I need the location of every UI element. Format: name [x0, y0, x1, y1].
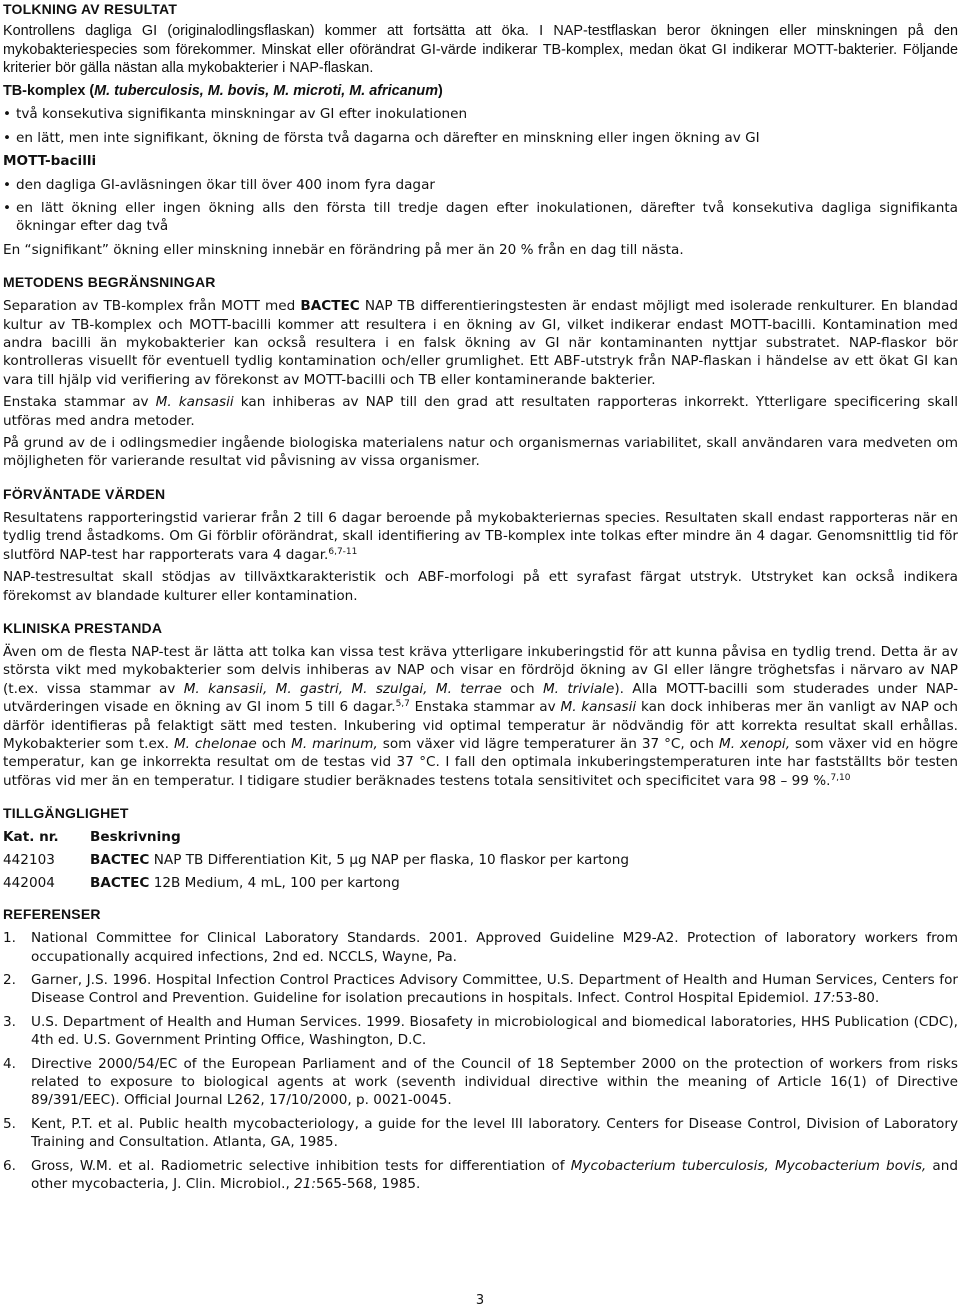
mott-label: MOTT-bacilli [3, 153, 97, 170]
reference-item: 5. Kent, P.T. et al. Public health mycobacteriology, a guide for the level III laboratory. Centers for Disease Control, Division of Laboratory Training and Consultation. Atlanta, GA, 1985. [3, 1115, 958, 1151]
section-tillganglighet [3, 804, 958, 897]
list-item: • den dagliga GI-avläsningen ökar till över 400 inom fyra dagar [3, 176, 958, 194]
significance-note: En “signifikant” ökning eller minskning innebär en förändring på mer än 20 % från en dag till nästa. [3, 241, 684, 258]
paragraph: Även om de flesta NAP-test är lätta att tolka kan vissa test kräva ytterligare inkuberingstid för att kunna påvisa en tydlig trend. Detta är av största vikt med mykobakterier som delvis inhiberas av NAP och visar en fördröjd ökning av GI eller längre tröghetsfas i närvaro av NAP (t.ex. vissa stammar av M. kansasii, M. gastri, M. szulgai, M. terrae och M. triviale). Alla MOTT-bacilli som studerades under NAP-utvärderingen visade en ökning av GI inom 5 till 6 dagar.$^{5,7}$ Enstaka stammar av M. kansasii kan dock inhiberas mer än vanligt av NAP och därför identifieras på felaktigt sätt med testen. Inkubering vid optimal temperatur är nödvändig för att korrekta resultat skall erhållas. Mykobakterier som t.ex. M. chelonae och M. marinum, som växer vid lägre temperaturer än 37 °C, och M. xenopi, som växer vid en högre temperatur, kan ge inkorrekta resultat om de testas vid 37 °C. I fall den optimala inkuberingstemperaturen inte har fastställts bör testen utföras vid mer än en temperatur. I tidigare studier beräknades testens totala sensitivitet och specificitet vara 98 – 99 %.$^{7,10}$ [3, 643, 958, 789]
section-tolkning [3, 0, 958, 259]
table-header-row [3, 828, 629, 851]
section-heading: TILLGÄNGLIGHET [3, 805, 129, 822]
tb-complex-label: TB-komplex (M. tuberculosis, M. bovis, M. microti, M. africanum) [3, 82, 443, 99]
reference-list [3, 929, 958, 1193]
cat-number: 442004 [3, 875, 55, 892]
paragraph: NAP-testresultat skall stödjas av tillväxtkarakteristik och ABF-morfologi på ett syrafast färgat utstryk. Utstryket kan också indikera förekomst av blandade kulturer eller kontamination. [3, 569, 958, 604]
reference-item: 6. Gross, W.M. et al. Radiometric selective inhibition tests for differentiation of Mycobacterium tuberculosis, Mycobacterium bovis, and other mycobacteria, J. Clin. Microbiol., 21:565-568, 1985. [3, 1157, 958, 1193]
paragraph: Enstaka stammar av M. kansasii kan inhiberas av NAP till den grad att resultaten rapporteras inkorrekt. Ytterligare specificering skall utföras med andra metoder. [3, 394, 958, 429]
table-row [3, 874, 629, 897]
section-heading: KLINISKA PRESTANDA [3, 619, 163, 636]
section-kliniska [3, 619, 958, 790]
reference-item: 2. Garner, J.S. 1996. Hospital Infection Control Practices Advisory Committee, U.S. Department of Health and Human Services, Centers for Disease Control and Prevention. Guideline for isolation precautions in hospitals. Infect. Control Hospital Epidemiol. 17:53-80. [3, 971, 958, 1007]
description: BACTEC 12B Medium, 4 mL, 100 per kartong [90, 875, 400, 892]
cat-number: 442103 [3, 852, 55, 869]
paragraph: Resultatens rapporteringstid varierar från 2 till 6 dagar beroende på mykobakteriernas species. Resultaten skall endast rapporteras när en tydlig trend åstadkoms. Om Gi förblir oförändrat, skall identifiering av TB-komplex inte tolkas efter mindre än 4 dagar. Genomsnittlig tid för slutförd NAP-test har rapporterats vara 4 dagar.$^{6,7-11}$ [3, 509, 958, 563]
paragraph: Kontrollens dagliga GI (originalodlingsflaskan) kommer att fortsätta att öka. I NAP-testflaskan beror ökningen eller minskningen på den mykobakteriespecies som förekommer. Minskat eller oförändrat GI-värde indikerar TB-komplex, medan ökat GI indikerar MOTT-bakterier. Följande kriterier bör gälla nästan alla mykobakterier i NAP-flaskan. [3, 23, 958, 77]
section-heading: FÖRVÄNTADE VÄRDEN [3, 485, 166, 502]
paragraph: Separation av TB-komplex från MOTT med BACTEC NAP TB differentieringstesten är endast möjligt med isolerade renkulturer. En blandad kultur av TB-komplex och MOTT-bacilli kommer att resultera i en ökning av GI, vilket indikerar endast MOTT-bacilli. Kontamination med andra bacilli än mykobakterier kan också resultera i en falsk ökning av GI när kontaminanten nyttjar substratet. NAP-flaskor bör kontrolleras visuellt för eventuell tydlig kontamination och/eller grumlighet. Ett ABF-utstryk från NAP-flaskan i händelse av ett ökat GI kan vara till hjälp vid verifiering av förekonst av MOTT-bacilli och TB eller kontaminerande bakterier. [3, 298, 958, 388]
page-number: 3 [475, 1293, 485, 1308]
section-heading: METODENS BEGRÄNSNINGAR [3, 274, 216, 291]
section-heading: TOLKNING AV RESULTAT [3, 1, 178, 17]
column-header-desc: Beskrivning [90, 829, 181, 846]
paragraph: På grund av de i odlingsmedier ingående biologiska materialens natur och organismernas variabilitet, skall användaren vara medveten om möjligheten för varierande resultat vid påvisning av vissa organismer. [3, 435, 958, 470]
reference-item: 4. Directive 2000/54/EC of the European Parliament and of the Council of 18 September 2000 on the protection of workers from risks related to exposure to biological agents at work (seventh individual directive within the meaning of Article 16(1) of Directive 89/391/EEC). Official Journal L262, 17/10/2000, p. 0021-0045. [3, 1055, 958, 1109]
section-forvantade [3, 485, 958, 605]
table-row [3, 851, 629, 874]
reference-item: 1. National Committee for Clinical Laboratory Standards. 2001. Approved Guideline M29-A2. Protection of laboratory workers from occupationally acquired infections, 2nd ed. NCCLS, Wayne, Pa. [3, 930, 958, 965]
column-header-cat: Kat. nr. [3, 829, 59, 846]
tb-criteria-list [3, 105, 958, 147]
reference-item: 3. U.S. Department of Health and Human Services. 1999. Biosafety in microbiological and biomedical laboratories, HHS Publication (CDC), 4th ed. U.S. Government Printing Office, Washington, D.C. [3, 1013, 958, 1049]
description: BACTEC NAP TB Differentiation Kit, 5 μg NAP per flaska, 10 flaskor per kartong [90, 852, 629, 869]
availability-table [3, 828, 629, 897]
section-referenser [3, 905, 958, 1193]
section-metodens [3, 273, 958, 471]
section-heading: REFERENSER [3, 906, 101, 923]
list-item: • en lätt, men inte signifikant, ökning de första två dagarna och därefter en minskning eller ingen ökning av GI [3, 129, 958, 147]
mott-criteria-list [3, 176, 958, 236]
list-item: • två konsekutiva signifikanta minskningar av GI efter inokulationen [3, 105, 958, 123]
list-item: • en lätt ökning eller ingen ökning alls den första till tredje dagen efter inokulationen, därefter två konsekutiva dagliga signifikanta ökningar efter dag två [3, 199, 958, 236]
document-page [3, 0, 958, 1198]
